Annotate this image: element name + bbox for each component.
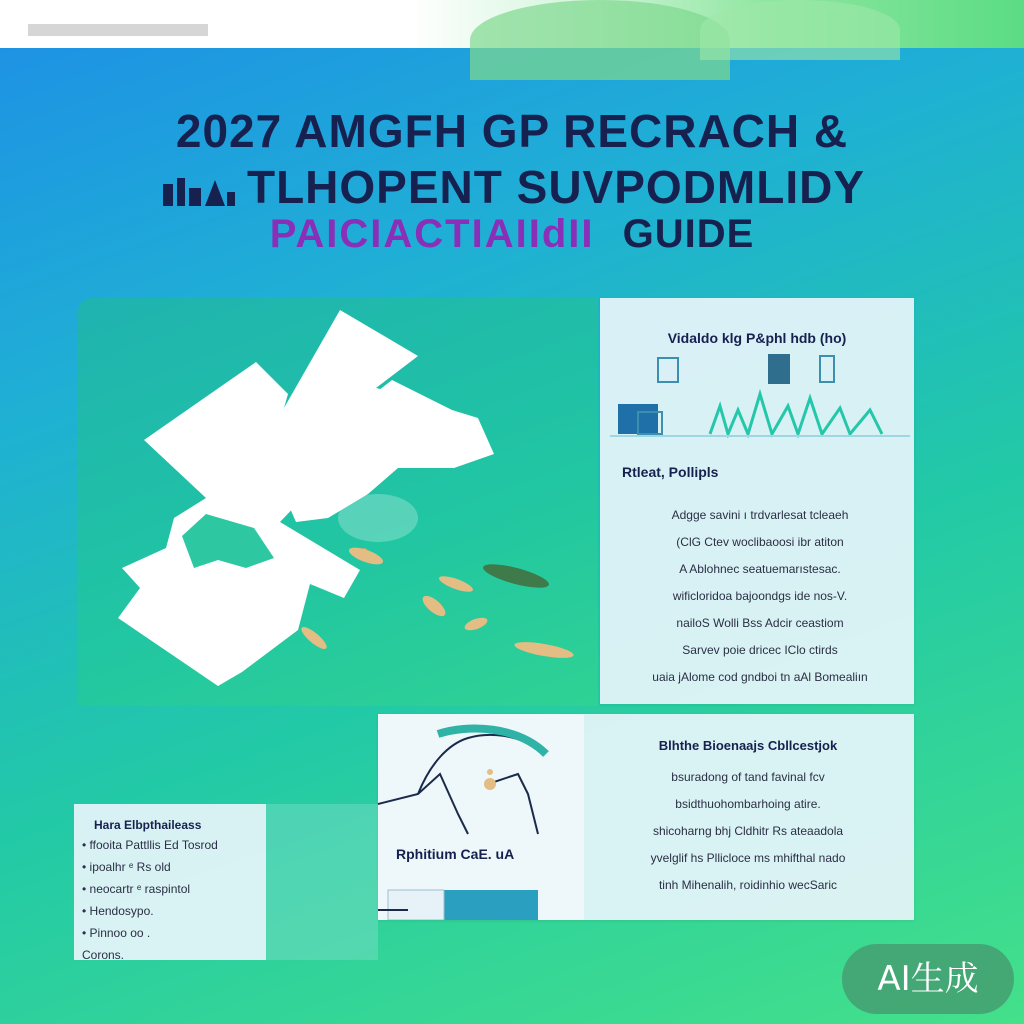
building-icon bbox=[159, 174, 239, 208]
text-line: (ClG Ctev woclibaoosi ibr atiton bbox=[676, 535, 844, 549]
city-skyline-icon bbox=[610, 350, 910, 450]
list-item: • Hendosypo. bbox=[82, 904, 154, 918]
info-card-bottom bbox=[378, 714, 914, 920]
left-card-list bbox=[82, 834, 218, 966]
right-card-subheading: Rtleat, Pollipls bbox=[622, 464, 719, 480]
bottom-card-art-label: Rphitium CaE. uA bbox=[396, 846, 515, 862]
text-line: wificloridoa bajoondgs ide nos-V. bbox=[672, 589, 848, 603]
text-line: shicoharng bhj Cldhitr Rs ateaadola bbox=[652, 824, 844, 838]
list-item: Corons. bbox=[82, 948, 125, 962]
bottom-card-lines bbox=[598, 764, 898, 899]
title-line-2 bbox=[0, 160, 1024, 214]
background-hill bbox=[700, 0, 900, 60]
info-card-left bbox=[74, 804, 266, 960]
right-card-lines bbox=[622, 502, 898, 691]
text-line: Sarvev poie dricec IClo ctirds bbox=[682, 643, 838, 657]
map-illustration bbox=[78, 298, 598, 706]
top-bar-placeholder bbox=[28, 24, 208, 36]
title-line-1: 2027 AMGFH GP RECRACH & bbox=[175, 105, 849, 157]
list-item: • neocartr ᵉ raspintol bbox=[82, 882, 191, 896]
title-line-2-text: TLHOPENT SUVPODMLIDY bbox=[246, 161, 866, 213]
title-line-3-purple: PAICIACTIAIIdII bbox=[269, 212, 595, 256]
text-line: bsuradong of tand favinal fcv bbox=[671, 770, 825, 784]
text-line: Adgge savini ı trdvarlesat tcleaeh bbox=[671, 508, 849, 522]
left-card-heading: Hara Elbpthaileass bbox=[94, 818, 202, 832]
bottom-card-illustration bbox=[378, 714, 584, 920]
ai-generated-badge: AI生成 bbox=[842, 944, 1014, 1014]
background-hill bbox=[470, 0, 730, 80]
bottom-card-heading: Blhthe Bioenaajs Cbllcestjok bbox=[658, 738, 838, 753]
list-item: • ffooita Pattllis Ed Tosrod bbox=[82, 838, 218, 852]
title-line-3-guide: GUIDE bbox=[622, 212, 755, 256]
research-sketch-icon bbox=[378, 714, 584, 920]
list-item: • Pinnoo oo . bbox=[82, 926, 151, 940]
text-line: uaia jAlome cod gndboi tn aAl Bomealiın bbox=[652, 670, 868, 684]
map-panel bbox=[78, 298, 598, 706]
list-item: • ipoalhr ᵉ Rs old bbox=[82, 860, 171, 874]
text-line: tinh Mihenalih, roidinhio wecSaric bbox=[658, 878, 838, 892]
right-card-heading: Vidaldo klg P&phl hdb (ho) bbox=[667, 330, 847, 346]
text-line: bsidthuohombarhoing atire. bbox=[675, 797, 821, 811]
info-card-right bbox=[600, 298, 914, 704]
text-line: nailoS Wolli Bss Adcir ceastiom bbox=[676, 616, 844, 630]
text-line: A Ablohnec seatuemarıstesac. bbox=[679, 562, 841, 576]
text-line: yvelglif hs Pllicloce ms mhifthal nado bbox=[650, 851, 846, 865]
title-line-3 bbox=[0, 212, 1024, 257]
left-card-extension bbox=[266, 804, 378, 960]
